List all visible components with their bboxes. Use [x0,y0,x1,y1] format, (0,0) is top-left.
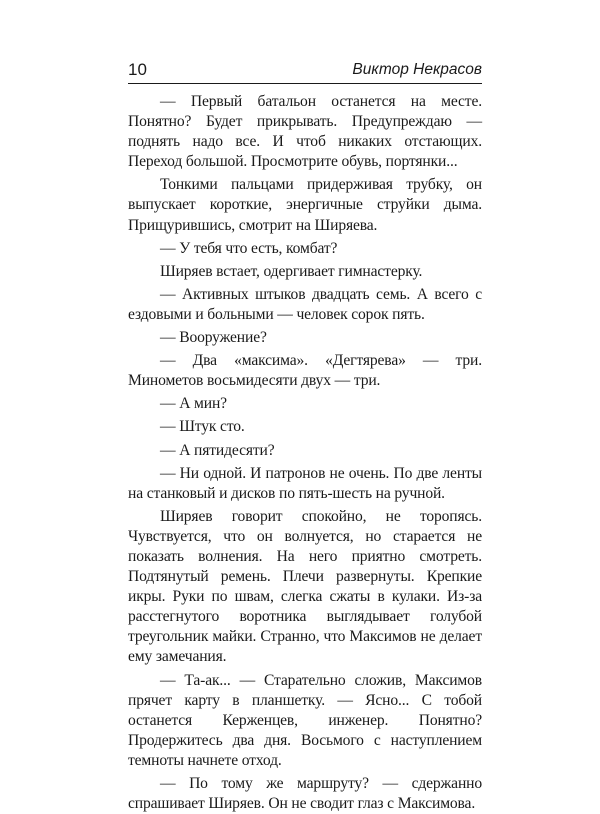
paragraph: Тонкими пальцами придерживая трубку, он выпускает короткие, энергичные струйки дыма. Прищурившись, смотрит на Ширяева. [128,176,482,234]
paragraph: — А пятидесяти? [160,441,275,459]
paragraph: — Активных штыков двадцать семь. А всего с ездовыми и больными — человек сорок пять. [128,285,482,323]
page-number: 10 [128,60,147,79]
paragraph: — Первый батальон останется на месте. Понятно? Будет прикрывать. Предупреждаю — поднять надо все. И чтоб никаких отстающих. Переход большой. Просмотрите обувь, портянки... [128,93,482,171]
paragraph: — Вооружение? [160,329,267,347]
paragraph: Ширяев говорит спокойно, не торопясь. Чувствуется, что он волнуется, но старается не показать волнения. На него приятно смотреть. Подтянутый ремень. Плечи развернуты. Крепкие икры. Руки по швам, слегка сжаты в кулаки. Из-за расстегнутого воротника выглядывает голубой треугольник майки. Странно, что Максимов не делает ему замечания. [128,507,482,666]
paragraph: — Ни одной. И патронов не очень. По две ленты на станковый и дисков по пять-шесть на ручной. [128,464,482,502]
header-rule [128,83,482,84]
paragraph: — А мин? [160,395,227,413]
paragraph: Ширяев встает, одергивает гимнастерку. [160,262,423,280]
body-text [128,92,482,814]
paragraph: — Та-ак... — Старательно сложив, Максимов прячет карту в планшетку. — Ясно... С тобой останется Керженцев, инженер. Понятно? Продержитесь два дня. Восьмого с наступлением темноты начнете отход. [128,671,482,769]
paragraph: — Два «максима». «Дегтярева» — три. Минометов восьмидесяти двух — три. [128,352,482,390]
paragraph: — По тому же маршруту? — сдержанно спрашивает Ширяев. Он не сводит глаз с Максимова. [128,775,482,813]
page-header [128,60,482,84]
paragraph: — У тебя что есть, комбат? [160,239,338,257]
running-head-author: Виктор Некрасов [352,61,482,78]
paragraph: — Штук сто. [160,418,245,436]
